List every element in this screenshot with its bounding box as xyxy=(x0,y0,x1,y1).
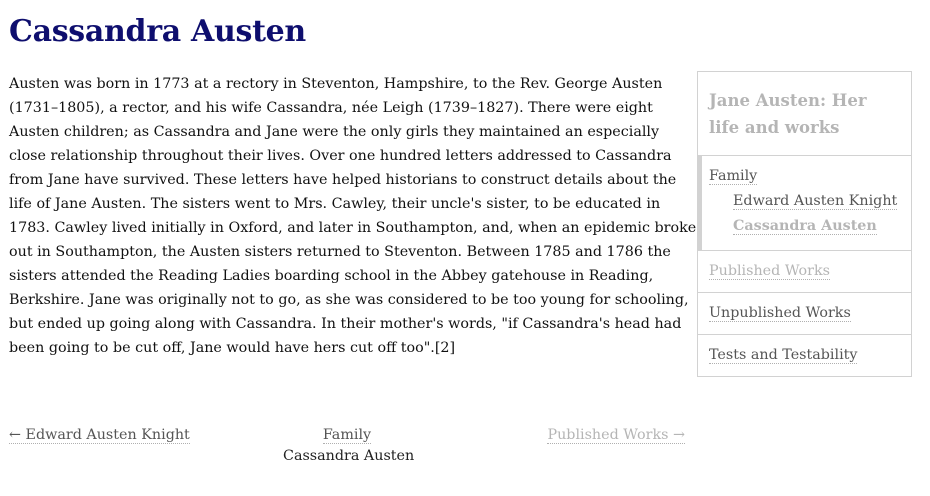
sidebar-item-published-works[interactable]: Published Works xyxy=(709,263,830,279)
next-page-link[interactable]: Published Works → xyxy=(547,427,685,443)
sidebar-section-published-works xyxy=(698,251,911,293)
page-title: Cassandra Austen xyxy=(9,14,306,49)
sidebar-item-edward-austen-knight[interactable]: Edward Austen Knight xyxy=(733,193,898,209)
sidebar-section-unpublished-works xyxy=(698,293,911,335)
sidebar-section-family xyxy=(698,156,911,251)
sidebar-item-tests-and-testability[interactable]: Tests and Testability xyxy=(709,347,858,363)
sidebar-sublist-family xyxy=(709,188,901,238)
sidebar-item-family[interactable]: Family xyxy=(709,168,758,184)
sidebar-item-unpublished-works[interactable]: Unpublished Works xyxy=(709,305,851,321)
current-page-label: Cassandra Austen xyxy=(283,448,415,464)
article-paragraph: Austen was born in 1773 at a rectory in Steventon, Hampshire, to the Rev. George Austen (1731–1805), a rector, and his wife Cassandra, née Leigh (1739–1827). There were eight Austen children; as Cassandra and Jane were the only girls they maintained an especially close relationship throughout their lives. Over one hundred letters addressed to Cassandra from Jane have survived. These letters have helped historians to construct details about the life of Jane Austen. The sisters went to Mrs. Cawley, their uncle's sister, to be educated in 1783. Cawley lived initially in Oxford, and later in Southampton, and, when an epidemic broke out in Southampton, the Austen sisters returned to Steventon. Between 1785 and 1786 the sisters attended the Reading Ladies boarding school in the Abbey gatehouse in Reading, Berkshire. Jane was originally not to go, as she was considered to be too young for schooling, but ended up going along with Cassandra. In their mother's words, "if Cassandra's head had been going to be cut off, Jane would have hers cut off too".[2] xyxy=(9,76,697,356)
prev-page-link[interactable]: ← Edward Austen Knight xyxy=(9,427,190,443)
sidebar-title[interactable]: Jane Austen: Her life and works xyxy=(698,72,911,156)
parent-page-link[interactable]: Family xyxy=(322,427,372,443)
sidebar-nav xyxy=(697,71,912,377)
sidebar-section-tests-and-testability xyxy=(698,335,911,376)
sidebar-item-cassandra-austen[interactable]: Cassandra Austen xyxy=(733,218,877,234)
footer-pager xyxy=(9,423,685,467)
